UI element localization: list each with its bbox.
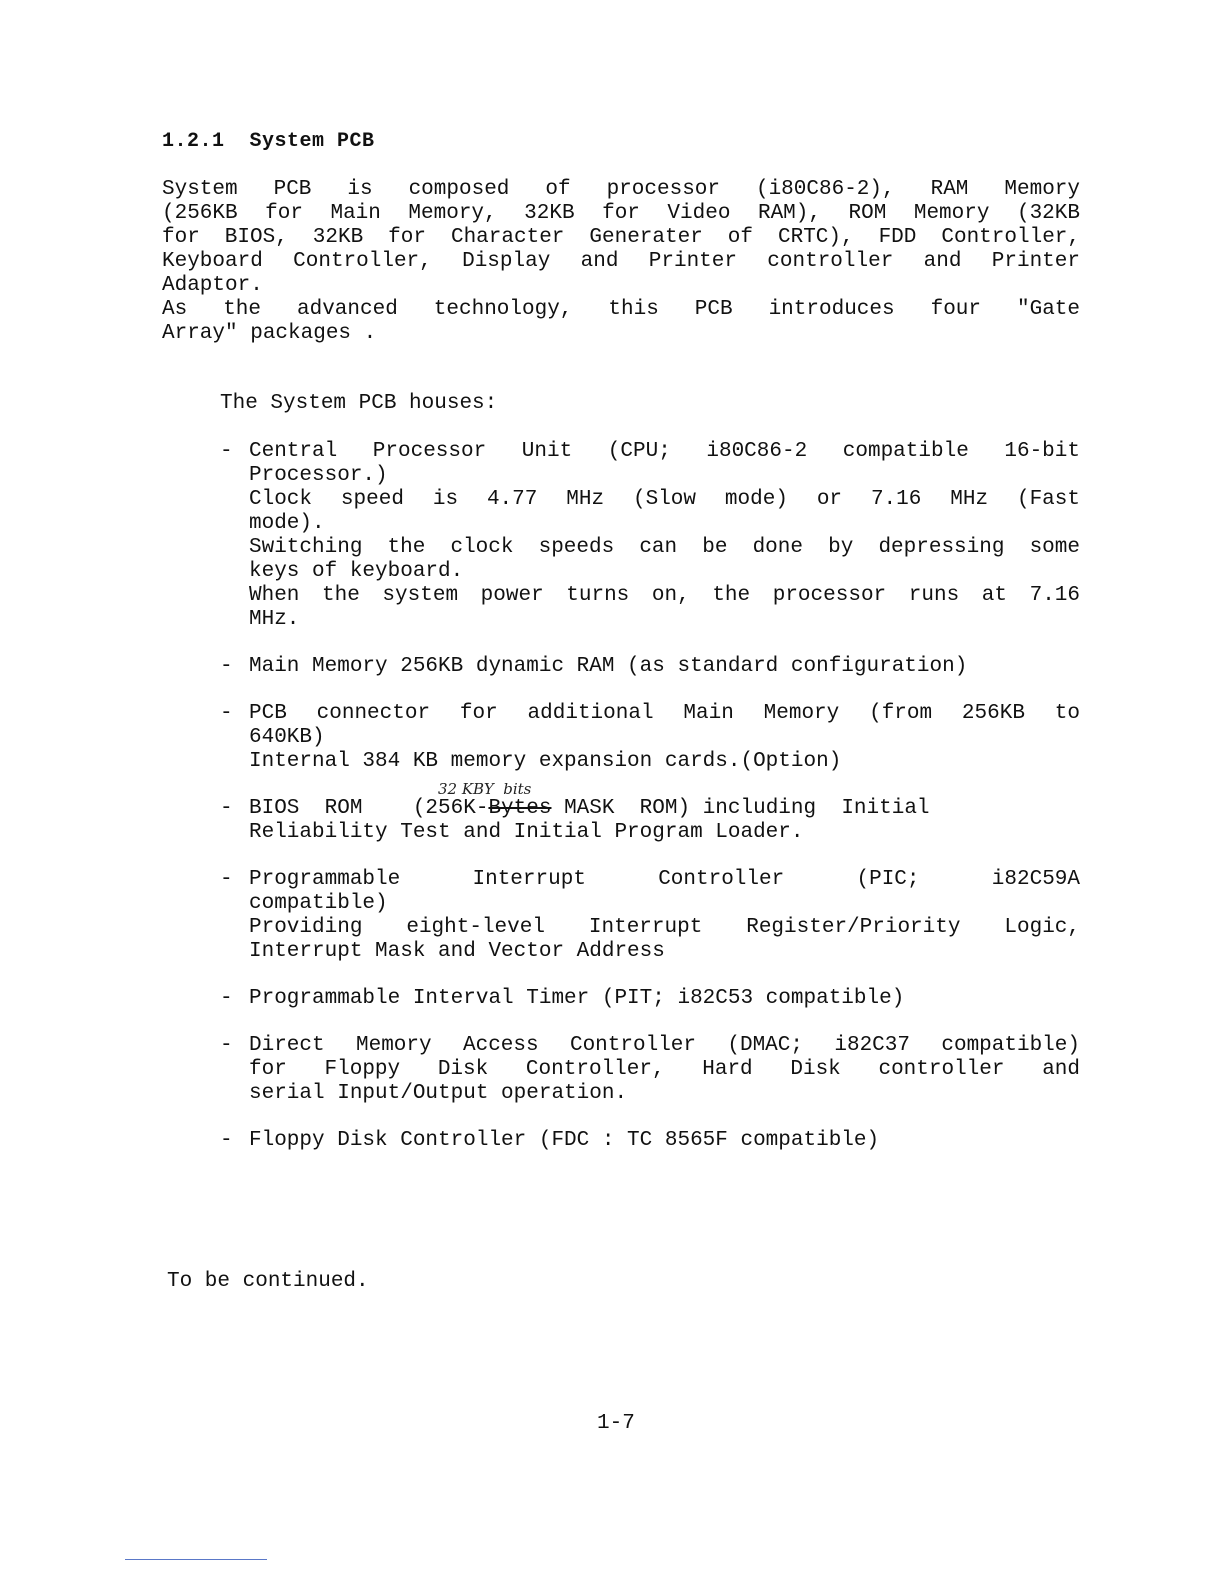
list-dash: - [220,440,233,463]
list-item-pic [220,868,1080,964]
item-line: for Floppy Disk Controller, Hard Disk controller and [249,1058,1080,1081]
item-line: Programmable Interrupt Controller (PIC; i82C59A [249,868,1080,891]
list-item-pcb-connector [220,702,1080,774]
list-item-fdc [220,1129,1080,1153]
item-line: Interrupt Mask and Vector Address [249,940,665,963]
paragraph-line: for BIOS, 32KB for Character Generater of CRTC), FDD Controller, [162,226,1080,249]
bios-suffix: MASK ROM) including Initial [551,797,930,820]
item-line: 640KB) [249,726,325,749]
list-dash: - [220,655,233,678]
item-line: Internal 384 KB memory expansion cards.(Option) [249,750,842,773]
section-heading: 1.2.1 System PCB [162,130,375,153]
list-dash: - [220,1129,233,1152]
item-line: Central Processor Unit (CPU; i80C86-2 compatible 16-bit [249,440,1080,463]
item-line: keys of keyboard. [249,560,464,583]
list-item-pit [220,987,1080,1011]
list-dash: - [220,797,233,820]
item-line: Providing eight-level Interrupt Register/Priority Logic, [249,916,1080,939]
item-line: mode). [249,512,325,535]
list-item-cpu [220,440,1080,632]
item-line: When the system power turns on, the processor runs at 7.16 [249,584,1080,607]
bios-prefix: BIOS ROM (256K- [249,797,489,820]
struck-word: Bytes [488,797,552,820]
paragraph-line: System PCB is composed of processor (i80C86-2), RAM Memory [162,178,1080,201]
item-line: Reliability Test and Initial Program Loader. [249,821,804,844]
footnote-rule [125,1559,267,1560]
continued-note: To be continued. [167,1270,369,1293]
list-dash: - [220,987,233,1010]
item-line: Programmable Interval Timer (PIT; i82C53 compatible) [249,987,905,1010]
paragraph-line: As the advanced technology, this PCB introduces four "Gate [162,298,1080,321]
item-line-bios [249,797,1080,821]
item-line: compatible) [249,892,388,915]
list-dash: - [220,702,233,725]
list-item-main-memory [220,655,1080,679]
houses-intro: The System PCB houses: [220,392,498,415]
component-list [220,440,1080,1176]
item-line: Floppy Disk Controller (FDC : TC 8565F compatible) [249,1129,880,1152]
item-line: Clock speed is 4.77 MHz (Slow mode) or 7.16 MHz (Fast [249,488,1080,511]
intro-paragraph [162,178,1080,346]
paragraph-line: Array" packages . [162,322,377,345]
item-line: serial Input/Output operation. [249,1082,628,1105]
item-line: Switching the clock speeds can be done by depressing some [249,536,1080,559]
paragraph-line: (256KB for Main Memory, 32KB for Video RAM), ROM Memory (32KB [162,202,1080,225]
page-number: 1-7 [597,1412,635,1435]
paragraph-line: Keyboard Controller, Display and Printer controller and Printer [162,250,1080,273]
list-item-dmac [220,1034,1080,1106]
item-line: MHz. [249,608,300,631]
item-line: Main Memory 256KB dynamic RAM (as standard configuration) [249,655,968,678]
list-item-bios-rom [220,780,1080,845]
handwritten-annotation: 32 KBY bits [438,780,532,798]
list-dash: - [220,868,233,891]
list-dash: - [220,1034,233,1057]
item-line: Direct Memory Access Controller (DMAC; i82C37 compatible) [249,1034,1080,1057]
item-line: PCB connector for additional Main Memory (from 256KB to [249,702,1080,725]
item-line: Processor.) [249,464,388,487]
paragraph-line: Adaptor. [162,274,263,297]
